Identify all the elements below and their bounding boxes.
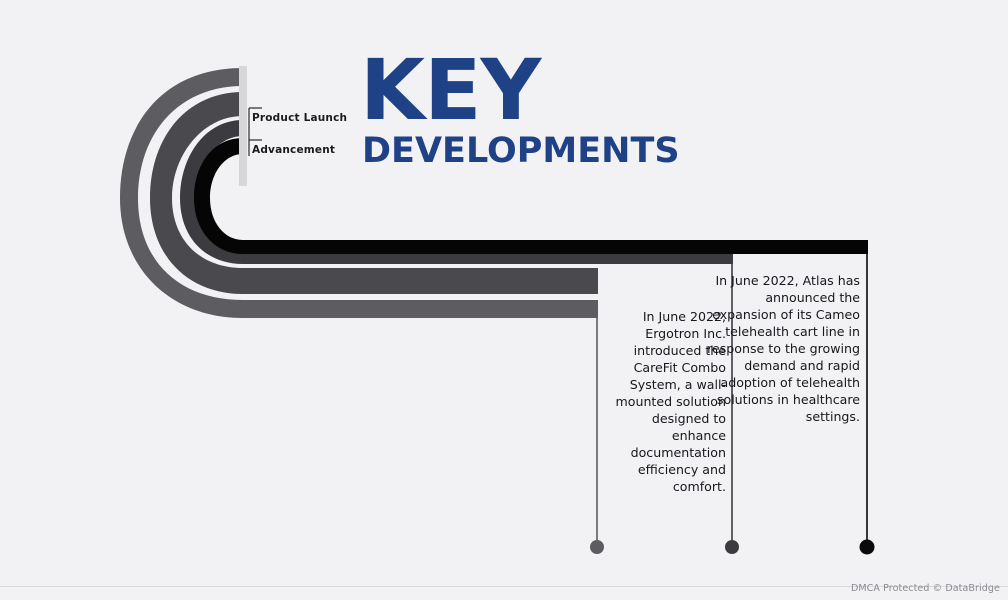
legend-item-advancement: Advancement <box>252 144 336 156</box>
legend-item-product-launch: Product Launch <box>252 112 348 124</box>
marker-dot-right <box>860 540 875 555</box>
page-title <box>360 41 780 172</box>
callout-text-atlas: In June 2022, Atlas has announced the expansion of its Cameo telehealth cart line in response to the growing demand and rapid adoption of telehealth solutions in healthcare settings. <box>707 273 860 424</box>
footer-attribution: DMCA Protected © DataBridge <box>850 583 1000 594</box>
ribbon-cap-highlight <box>239 66 247 186</box>
legend <box>252 112 347 176</box>
marker-dot-left <box>590 540 604 554</box>
callout-text-ergotron: In June 2022, Ergotron Inc. introduced the CareFit Combo System, a wall-mounted solution designed to enhance documentation efficiency and comfort. <box>615 309 726 494</box>
title-sub: DEVELOPMENTS <box>362 131 680 172</box>
title-main: KEY <box>360 41 541 139</box>
marker-dot-middle <box>725 540 739 554</box>
